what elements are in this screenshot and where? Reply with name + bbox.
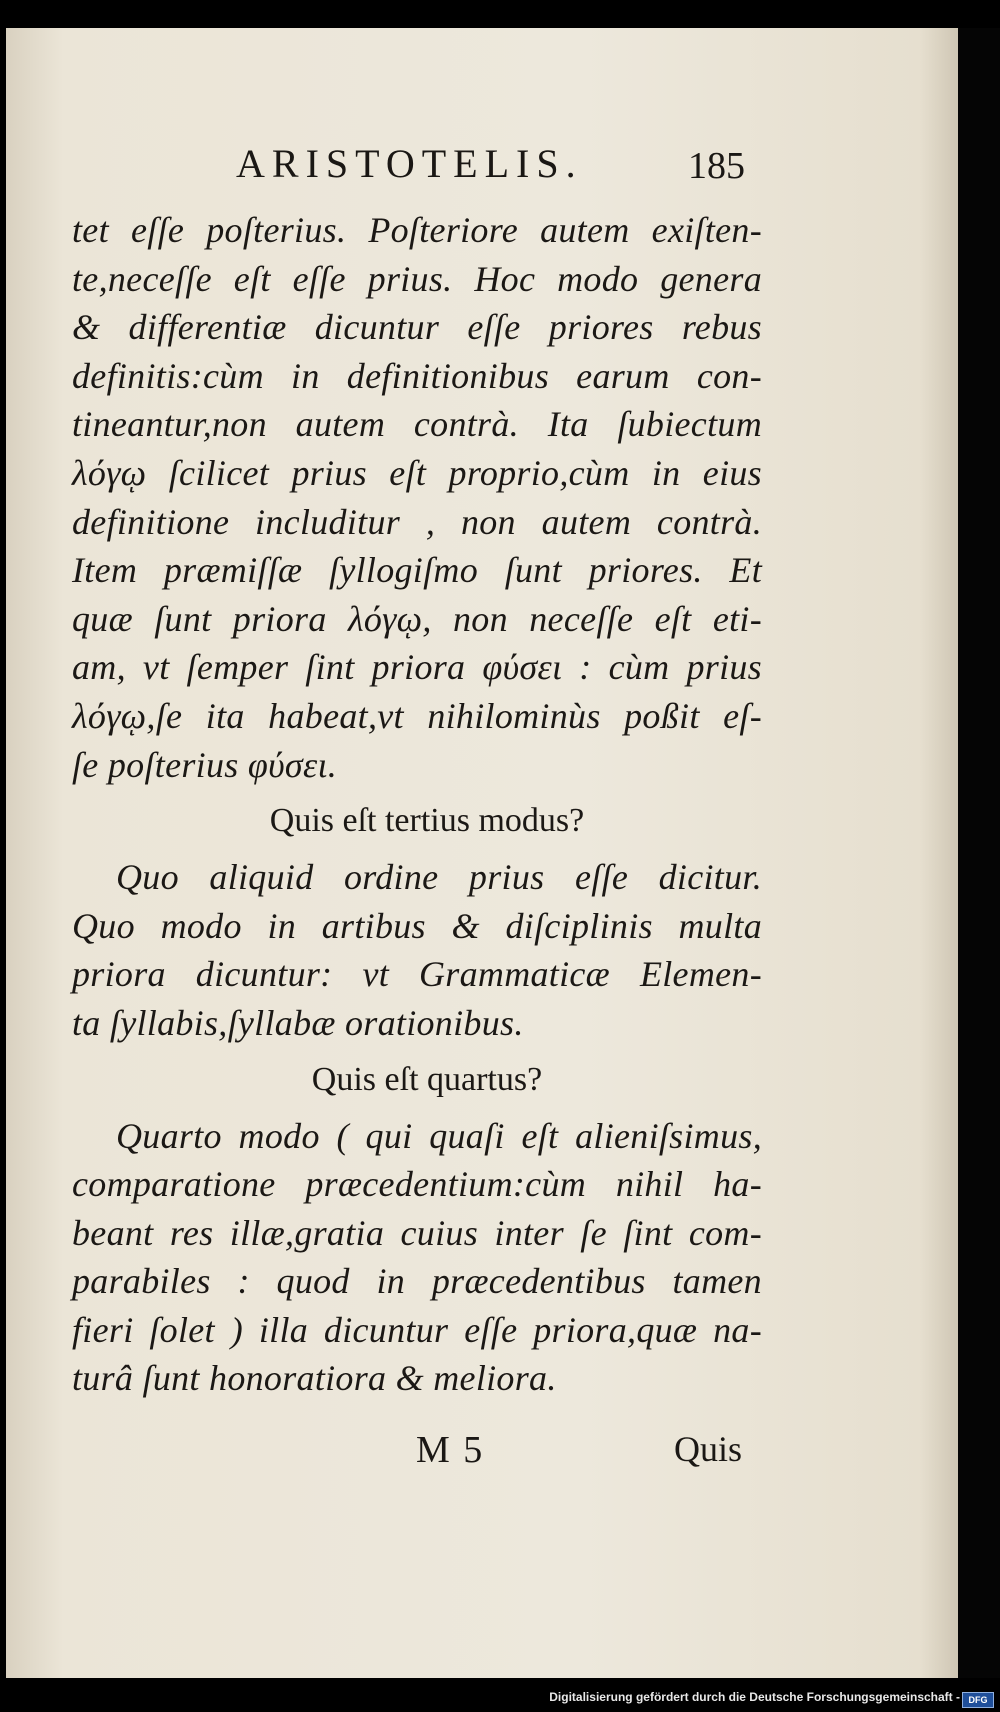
text-line: λόγῳ ſcilicet prius eſt proprio,cùm in eius [72, 452, 762, 493]
text-line: Quo aliquid ordine prius eſſe dicitur. [116, 857, 762, 898]
text-line: comparatione præcedentium:cùm nihil ha- [72, 1164, 762, 1205]
page-number: 185 [688, 145, 745, 187]
text-line: fieri ſolet ) illa dicuntur eſſe priora,quæ na- [72, 1309, 762, 1350]
paragraph-3 [72, 1112, 762, 1404]
question-heading: Quis eſt quartus? [311, 1060, 543, 1098]
text-line: turâ ſunt honoratiora & meliora. [72, 1358, 557, 1399]
text-line: am, vt ſemper ſint priora φύσει : cùm prius [72, 647, 762, 688]
catchword: Quis [674, 1429, 743, 1469]
text-line: Quarto modo ( qui quaſi eſt alieniſsimus, [116, 1115, 762, 1156]
text-line: definitione includitur , non autem contrà. [72, 501, 762, 542]
text-line: quæ ſunt priora λόγῳ, non neceſſe eſt eti- [72, 598, 762, 639]
text-line: te,neceſſe eſt eſſe prius. Hoc modo genera [72, 258, 762, 299]
page-header [6, 140, 958, 200]
signature-mark: M 5 [416, 1429, 485, 1471]
text-line: ſe poſterius φύσει. [72, 744, 338, 785]
text-line: definitis:cùm in definitionibus earum con- [72, 355, 762, 396]
question-heading: Quis eſt tertius modus? [269, 802, 585, 840]
book-page [6, 28, 958, 1678]
text-line: & differentiæ dicuntur eſſe priores rebus [72, 307, 762, 348]
dfg-logo-icon: DFG [962, 1692, 994, 1708]
text-block [72, 206, 762, 1403]
text-line: parabiles : quod in præcedentibus tamen [72, 1261, 762, 1302]
text-line: tineantur,non autem contrà. Ita ſubiectum [72, 404, 762, 445]
text-line: Quo modo in artibus & diſciplinis multa [72, 905, 762, 946]
text-line: beant res illæ,gratia cuius inter ſe ſint com- [72, 1212, 762, 1253]
text-line: tet eſſe poſterius. Poſteriore autem exiſten- [72, 210, 762, 250]
paragraph-1 [72, 206, 762, 789]
text-line: ta ſyllabis,ſyllabæ orationibus. [72, 1002, 524, 1043]
text-line: Item præmiſſæ ſyllogiſmo ſunt priores. Et [72, 550, 762, 591]
paragraph-2 [72, 853, 762, 1047]
digitization-credit: Digitalisierung gefördert durch die Deutsche Forschungsgemeinschaft - [549, 1690, 960, 1704]
running-title: ARISTOTELIS. [236, 141, 583, 186]
text-line: λόγῳ,ſe ita habeat,vt nihilominùs poßit eſ- [72, 695, 762, 736]
text-line: priora dicuntur: vt Grammaticæ Elemen- [72, 954, 762, 995]
scan-edge [958, 28, 1000, 1678]
digitization-footer [0, 1688, 1000, 1712]
